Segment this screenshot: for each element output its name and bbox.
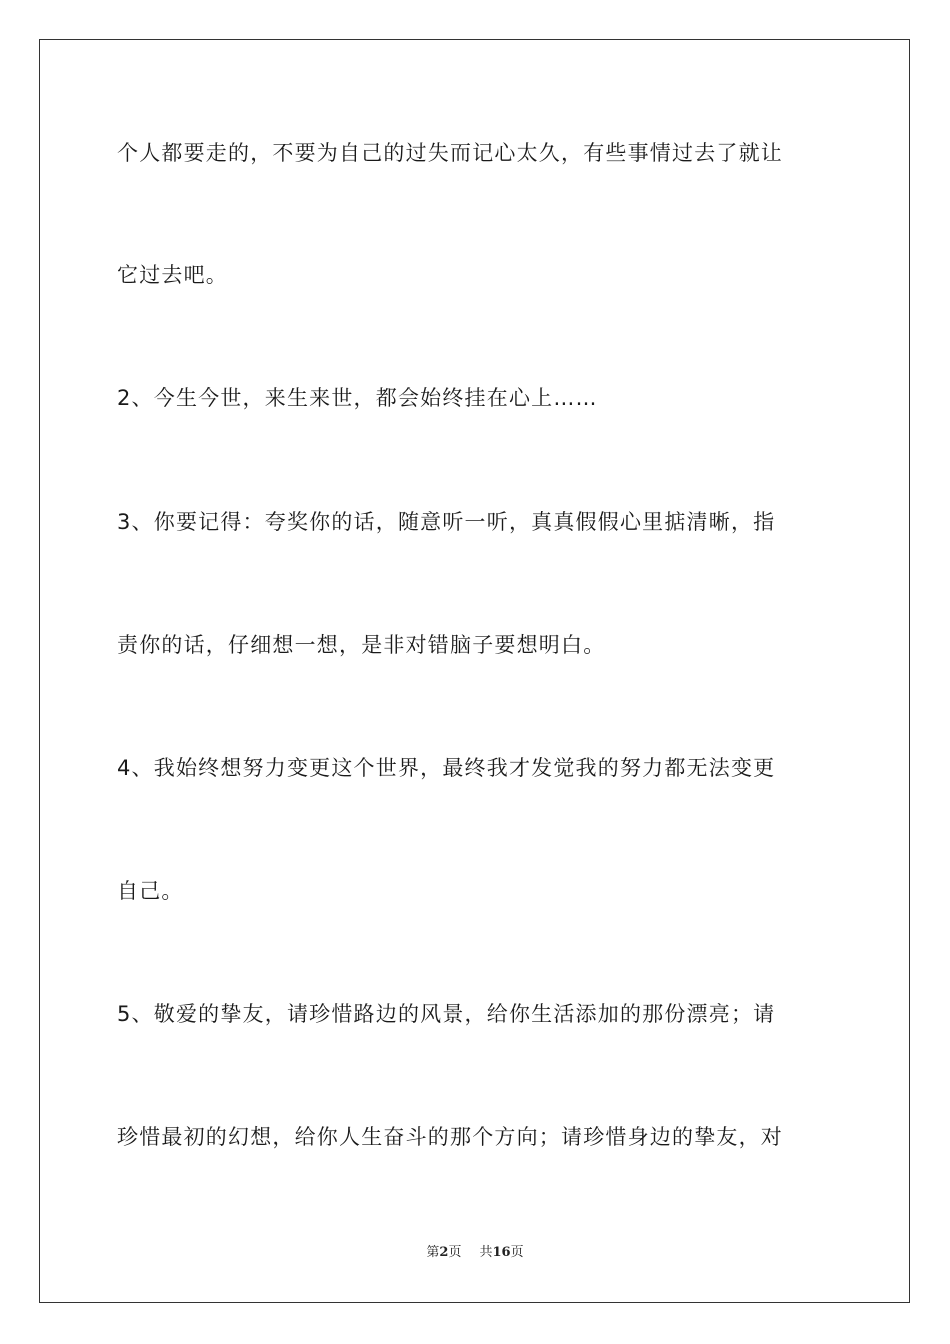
page-suffix: 页: [448, 1245, 462, 1260]
text-line: 珍惜最初的幻想，给你人生奋斗的那个方向；请珍惜身边的挚友，对: [117, 1125, 783, 1149]
text-line: 责你的话，仔细想一想，是非对错脑子要想明白。: [117, 633, 606, 657]
page-prefix: 第: [426, 1245, 440, 1260]
page-number: 2: [439, 1245, 449, 1260]
total-suffix: 页: [510, 1245, 524, 1260]
text-line: 自己。: [117, 879, 184, 903]
total-prefix: 共: [479, 1245, 493, 1260]
total-pages: 16: [492, 1245, 511, 1260]
text-line: 它过去吧。: [117, 263, 228, 287]
text-line: 2、今生今世，来生来世，都会始终挂在心上……: [117, 386, 598, 410]
text-line: 个人都要走的，不要为自己的过失而记心太久，有些事情过去了就让: [117, 141, 783, 165]
text-line: 5、敬爱的挚友，请珍惜路边的风景，给你生活添加的那份漂亮；请: [117, 1002, 776, 1026]
page-footer: [0, 1244, 950, 1262]
text-line: 3、你要记得：夸奖你的话，随意听一听，真真假假心里掂清晰，指: [117, 510, 776, 534]
text-line: 4、我始终想努力变更这个世界，最终我才发觉我的努力都无法变更: [117, 756, 776, 780]
page-border: [39, 39, 910, 1303]
